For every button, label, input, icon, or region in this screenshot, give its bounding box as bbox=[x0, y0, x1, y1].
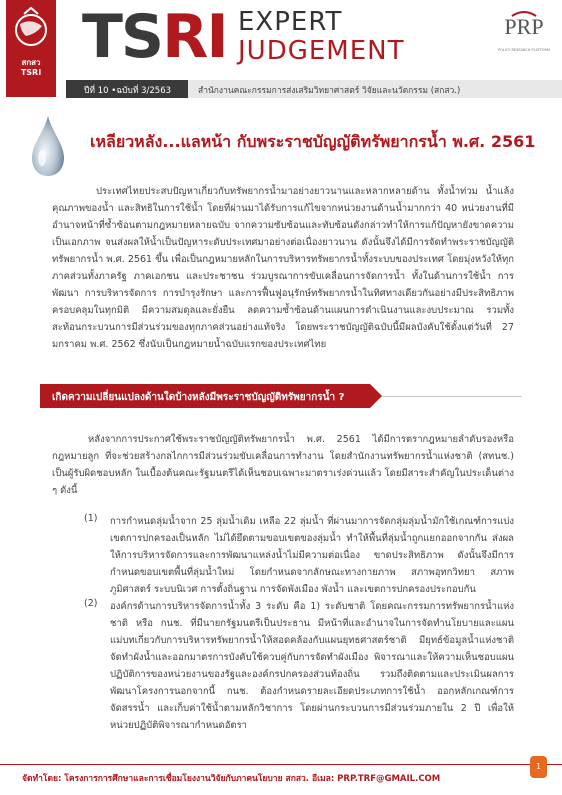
footer-credit: จัดทำโดย: โครงการการศึกษาและการเชื่อมโยงงานวิจัยกับภาคนโยบาย สกสว. อีเมล: PRP.TRF@GMAIL.COM bbox=[22, 774, 441, 784]
brand-expert: EXPERT bbox=[238, 7, 343, 37]
tsri-logo-badge bbox=[6, 0, 56, 97]
body-paragraph: หลังจากการประกาศใช้พระราชบัญญัติทรัพยากรน้ำ พ.ศ. 2561 ได้มีการตรากฎหมายลำดับรองหรือกฎหมายลูก ที่จะช่วยสร้างกลไกการมีส่วนร่วมขับเคลื่อนการทำงาน โดยสำนักงานทรัพยากรน้ำแห่งชาติ (สทนช.) เป็นผู้รับผิดชอบหลัก ในเบื้องต้นคณะรัฐมนตรีได้เห็นชอบเฉพาะมาตราเร่งด่วนแล้ว โดยมีสาระสำคัญในประเด็นต่าง ๆ ดังนี้ bbox=[52, 434, 514, 496]
prp-logo-icon bbox=[494, 8, 554, 48]
agency-name: สำนักงานคณะกรรมการส่งเสริมวิทยาศาสตร์ วิจัยและนวัตกรรม (สกสว.) bbox=[198, 86, 461, 96]
brand-wordmark bbox=[82, 2, 227, 72]
article-title: เหลียวหลัง...แลหน้า กับพระราชบัญญัติทรัพยากรน้ำ พ.ศ. 2561 bbox=[90, 132, 536, 151]
brand-ts: TS bbox=[82, 2, 163, 72]
prp-caption: POLICY RESEARCH PLATFORM bbox=[497, 48, 551, 52]
section-title: เกิดความเปลี่ยนแปลงด้านใดบ้างหลังมีพระราชบัญญัติทรัพยากรน้ำ ? bbox=[52, 392, 345, 403]
issue-number: ปีที่ 10 •ฉบับที่ 3/2563 bbox=[84, 86, 172, 96]
logo-label: สกสว TSRI bbox=[20, 58, 42, 77]
prp-logo bbox=[494, 8, 554, 70]
brand-ri: RI bbox=[162, 2, 227, 72]
globe-icon bbox=[6, 0, 56, 56]
list-item-number: (1) bbox=[84, 513, 98, 524]
footer-divider bbox=[0, 764, 562, 765]
section-divider bbox=[382, 396, 522, 397]
brand-judgement: JUDGEMENT bbox=[238, 36, 405, 66]
list-item-number: (2) bbox=[84, 598, 98, 609]
prp-logo-text: PRP bbox=[504, 14, 544, 39]
page-number: 1 bbox=[530, 756, 547, 778]
section-header-arrow bbox=[370, 384, 382, 408]
list-item: การกำหนดลุ่มน้ำจาก 25 ลุ่มน้ำเดิม เหลือ 22 ลุ่มน้ำ ที่ผ่านมาการจัดกลุ่มลุ่มน้ำมักใช้เกณฑ์การแบ่งเขตการปกครองเป็นหลัก ไม่ได้ยึดตามขอบเขตของลุ่มน้ำ ทำให้พื้นที่ลุ่มน้ำถูกแยกออกจากกัน ส่งผลให้การบริหารจัดการและการพัฒนาแหล่งน้ำไม่มีความต่อเนื่อง ขาดประสิทธิภาพ ดังนั้นจึงมีการกำหนดขอบเขตพื้นที่ลุ่มน้ำใหม่ โดยกำหนดจากลักษณะทางกายภาพ สภาพอุทกวิทยา สภาพภูมิศาสตร์ ระบบนิเวศ การตั้งถิ่นฐาน การจัดพังเมือง พังน้ำ และเขตการปกครองประกอบกัน bbox=[110, 516, 514, 595]
intro-paragraph: ประเทศไทยประสบปัญหาเกี่ยวกับทรัพยากรน้ำมาอย่างยาวนานและหลากหลายด้าน ทั้งน้ำท่วม น้ำแล้ง คุณภาพของน้ำ และสิทธิในการใช้น้ำ โดยที่ผ่านมาได้รับการแก้ไขจากหน่วยงานด้านน้ำมากกว่า 40 หน่วยงานที่มีอำนาจหน้าที่ซ้ำซ้อนตามกฎหมายหลายฉบับ จากความซับซ้อนและทับซ้อนดังกล่าวทำให้การแก้ปัญหายังขาดความเป็นเอกภาพ จนส่งผลให้น้ำเป็นปัญหาระดับประเทศมาอย่างต่อเนื่องยาวนาน ดังนั้นจึงได้มีการจัดทำพระราชบัญญัติทรัพยากรน้ำ พ.ศ. 2561 ขึ้น เพื่อเป็นกฎหมายหลักในการบริหารทรัพยากรน้ำทั้งระบบของประเทศ โดยมุ่งหวังให้ทุกภาคส่วนทั้งภาครัฐ ภาคเอกชน และประชาชน ร่วมบูรณาการขับเคลื่อนการจัดการน้ำ ทั้งในด้านการใช้น้ำ การพัฒนา การบริหารจัดการ การบำรุงรักษา และการฟื้นฟูอนุรักษ์ทรัพยากรน้ำในทิศทางเดียวกันอย่างมีประสิทธิภาพ ครอบคลุมในทุกมิติ มีความสมดุลและยั่งยืน ลดความซ้ำซ้อนด้านแผนการดำเนินงานและงบประมาณ รวมทั้งสะท้อนกระบวนการมีส่วนร่วมของทุกภาคส่วนอย่างแท้จริง โดยพระราชบัญญัติฉบับนี้มีผลบังคับใช้ตั้งแต่วันที่ 27 มกราคม พ.ศ. 2562 ซึ่งนับเป็นกฎหมายน้ำฉบับแรกของประเทศไทย bbox=[52, 186, 514, 350]
list-item: องค์กรด้านการบริหารจัดการน้ำทั้ง 3 ระดับ คือ 1) ระดับชาติ โดยคณะกรรมการทรัพยากรน้ำแห่งชาติ หรือ กนช. ที่มีนายกรัฐมนตรีเป็นประธาน มีหน้าที่และอำนาจในการจัดทำนโยบายและแผนแม่บทเกี่ยวกับการบริหารทรัพยากรน้ำให้สอดคล้องกับแผนยุทธศาสตร์ชาติ มียุทธ์ข้อมูลน้ำแห่งชาติ จัดทำผังน้ำและออกมาตรการบังคับใช้ควบคู่กับการจัดทำผังเมือง พิจารณาและให้ความเห็นชอบแผนปฏิบัติการของหน่วยงานของรัฐและองค์กรปกครองส่วนท้องถิ่น รวมถึงติดตามและประเมินผลการพัฒนาโครงการนอกจากนี้ กนช. ต้องกำหนดรายละเอียดประเภทการใช้น้ำ ออกหลักเกณฑ์การจัดสรรน้ำ และเก็บค่าใช้น้ำตามหลักวิชาการ โดยผ่านกระบวนการมีส่วนร่วมภายใน 2 ปี เพื่อให้หน่วยปฏิบัติพิจารณากำหนดอัตรา bbox=[110, 601, 514, 731]
water-drop-icon bbox=[26, 114, 70, 178]
